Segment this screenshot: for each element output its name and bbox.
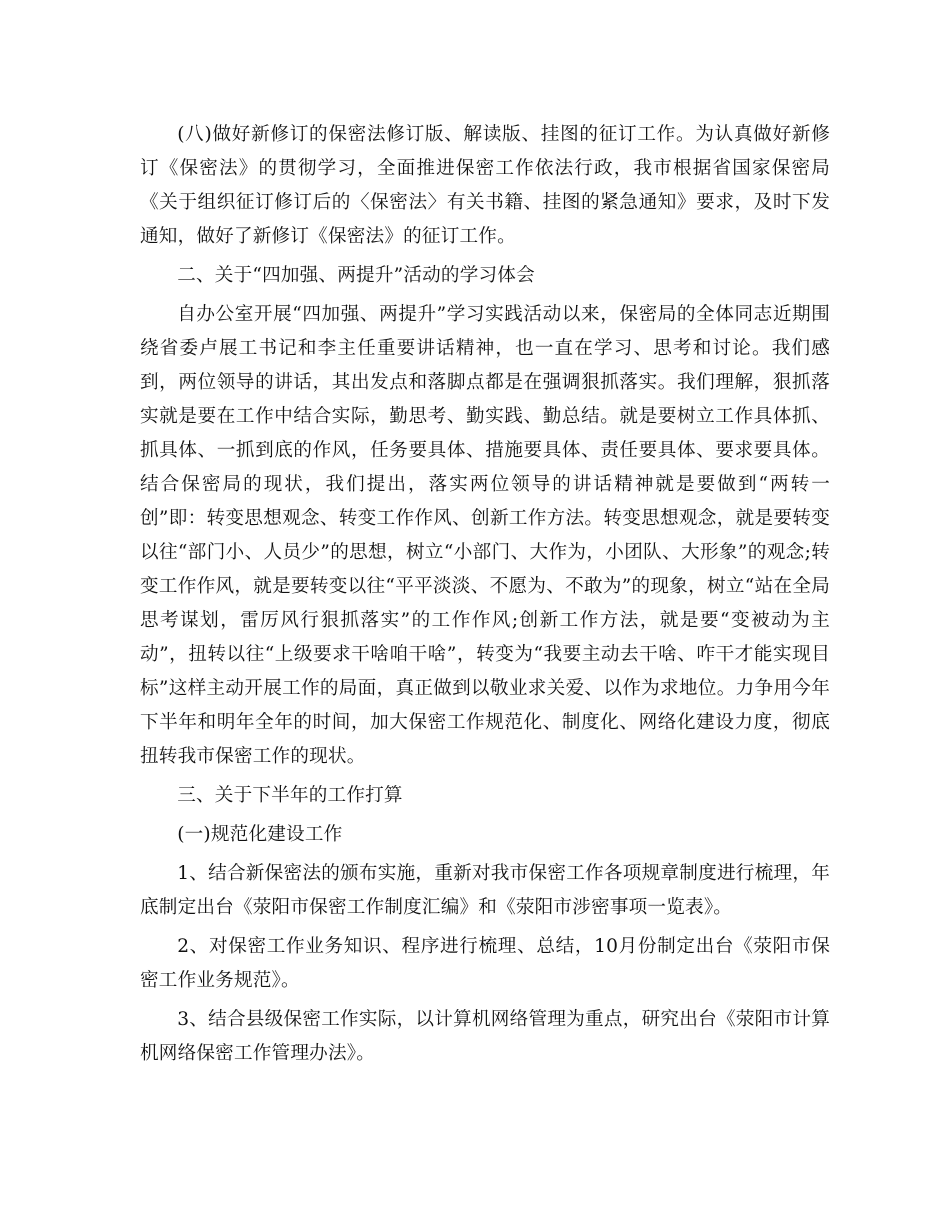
- list-item-2: 2、对保密工作业务知识、程序进行梳理、总结，10月份制定出台《荥阳市保密工作业务规范》。: [140, 936, 830, 991]
- section-heading-two: 二、关于“四加强、两提升”活动的学习体会: [177, 265, 535, 286]
- list-item-1: 1、结合新保密法的颁布实施，重新对我市保密工作各项规章制度进行梳理，年底制定出台《荥阳市保密工作制度汇编》和《荥阳市涉密事项一览表》。: [140, 863, 830, 918]
- list-item-3: 3、结合县级保密工作实际，以计算机网络管理为重点，研究出台《荥阳市计算机网络保密工作管理办法》。: [140, 1009, 830, 1064]
- paragraph-study-experience: 自办公室开展“四加强、两提升”学习实践活动以来，保密局的全体同志近期围绕省委卢展工书记和李主任重要讲话精神，也一直在学习、思考和讨论。我们感到，两位领导的讲话，其出发点和落脚点都是在强调狠抓落实。我们理解，狠抓落实就是要在工作中结合实际，勤思考、勤实践、勤总结。就是要树立工作具体抓、抓具体、一抓到底的作风，任务要具体、措施要具体、责任要具体、要求要具体。结合保密局的现状，我们提出，落实两位领导的讲话精神就是要做到“两转一创”即：转变思想观念、转变工作作风、创新工作方法。转变思想观念，就是要转变以往“部门小、人员少”的思想，树立“小部门、大作为，小团队、大形象”的观念;转变工作作风，就是要转变以往“平平淡淡、不愿为、不敢为”的现象，树立“站在全局思考谋划，雷厉风行狠抓落实”的工作作风;创新工作方法，就是要“变被动为主动”，扭转以往“上级要求干啥咱干啥”，转变为“我要主动去干啥、咋干才能实现目标”这样主动开展工作的局面，真正做到以敬业求关爱、以作为求地位。力争用今年下半年和明年全年的时间，加大保密工作规范化、制度化、网络化建设力度，彻底扭转我市保密工作的现状。: [140, 304, 830, 767]
- section-heading-three: 三、关于下半年的工作打算: [177, 785, 403, 806]
- document-body: [140, 118, 830, 1076]
- paragraph-item-8-subscription: (八)做好新修订的保密法修订版、解读版、挂图的征订工作。为认真做好新修订《保密法》的贯彻学习，全面推进保密工作依法行政，我市根据省国家保密局《关于组织征订修订后的〈保密法〉有关书籍、挂图的紧急通知》要求，及时下发通知，做好了新修订《保密法》的征订工作。: [140, 124, 830, 247]
- subsection-heading-standardization: (一)规范化建设工作: [177, 824, 343, 845]
